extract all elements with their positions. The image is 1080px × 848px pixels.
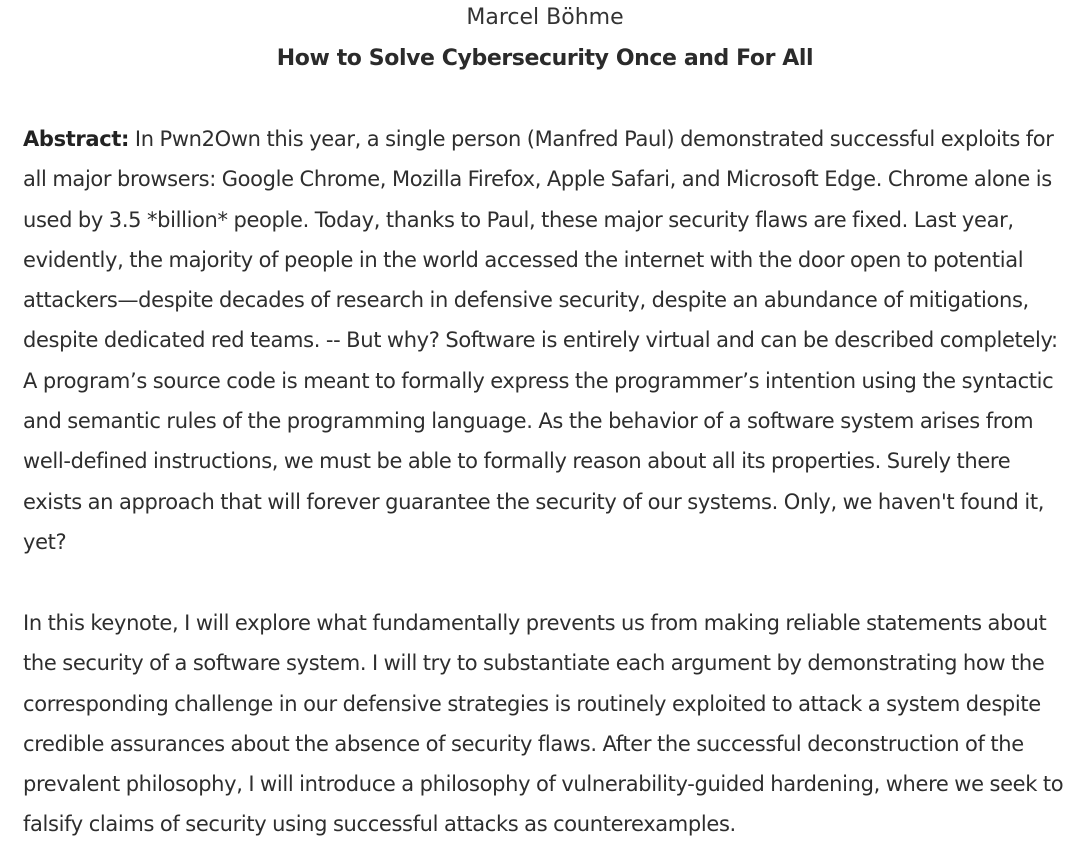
keynote-paragraph: In this keynote, I will explore what fundamentally prevents us from making reliable statements about the security of a software system. I will try to substantiate each argument by demonstrating how the corresponding challenge in our defensive strategies is routinely exploited to attack a system despite credible assurances about the absence of security flaws. After the successful deconstruction of the prevalent philosophy, I will introduce a philosophy of vulnerability-guided hardening, where we seek to falsify claims of security using successful attacks as counterexamples. xyxy=(23,611,1064,837)
abstract-label: Abstract: xyxy=(23,127,130,151)
author-name: Marcel Böhme xyxy=(466,5,624,30)
talk-title: How to Solve Cybersecurity Once and For All xyxy=(276,46,814,71)
abstract-paragraph xyxy=(23,119,1068,562)
abstract-text: In Pwn2Own this year, a single person (Manfred Paul) demonstrated successful exploits for all major browsers: Google Chrome, Mozilla Firefox, Apple Safari, and Microsoft Edge. Chrome alone is used by 3.5 *billion* people. Today, thanks to Paul, these major security flaws are fixed. Last year, evidently, the majority of people in the world accessed the internet with the door open to potential attackers—despite decades of research in defensive security, despite an abundance of mitigations, despite dedicated red teams. -- But why? Software is entirely virtual and can be described completely: A program’s source code is meant to formally express the programmer’s intention using the syntactic and semantic rules of the programming language. As the behavior of a software system arises from well-defined instructions, we must be able to formally reason about all its properties. Surely there exists an approach that will forever guarantee the security of our systems. Only, we haven't found it, yet? xyxy=(23,127,1058,554)
